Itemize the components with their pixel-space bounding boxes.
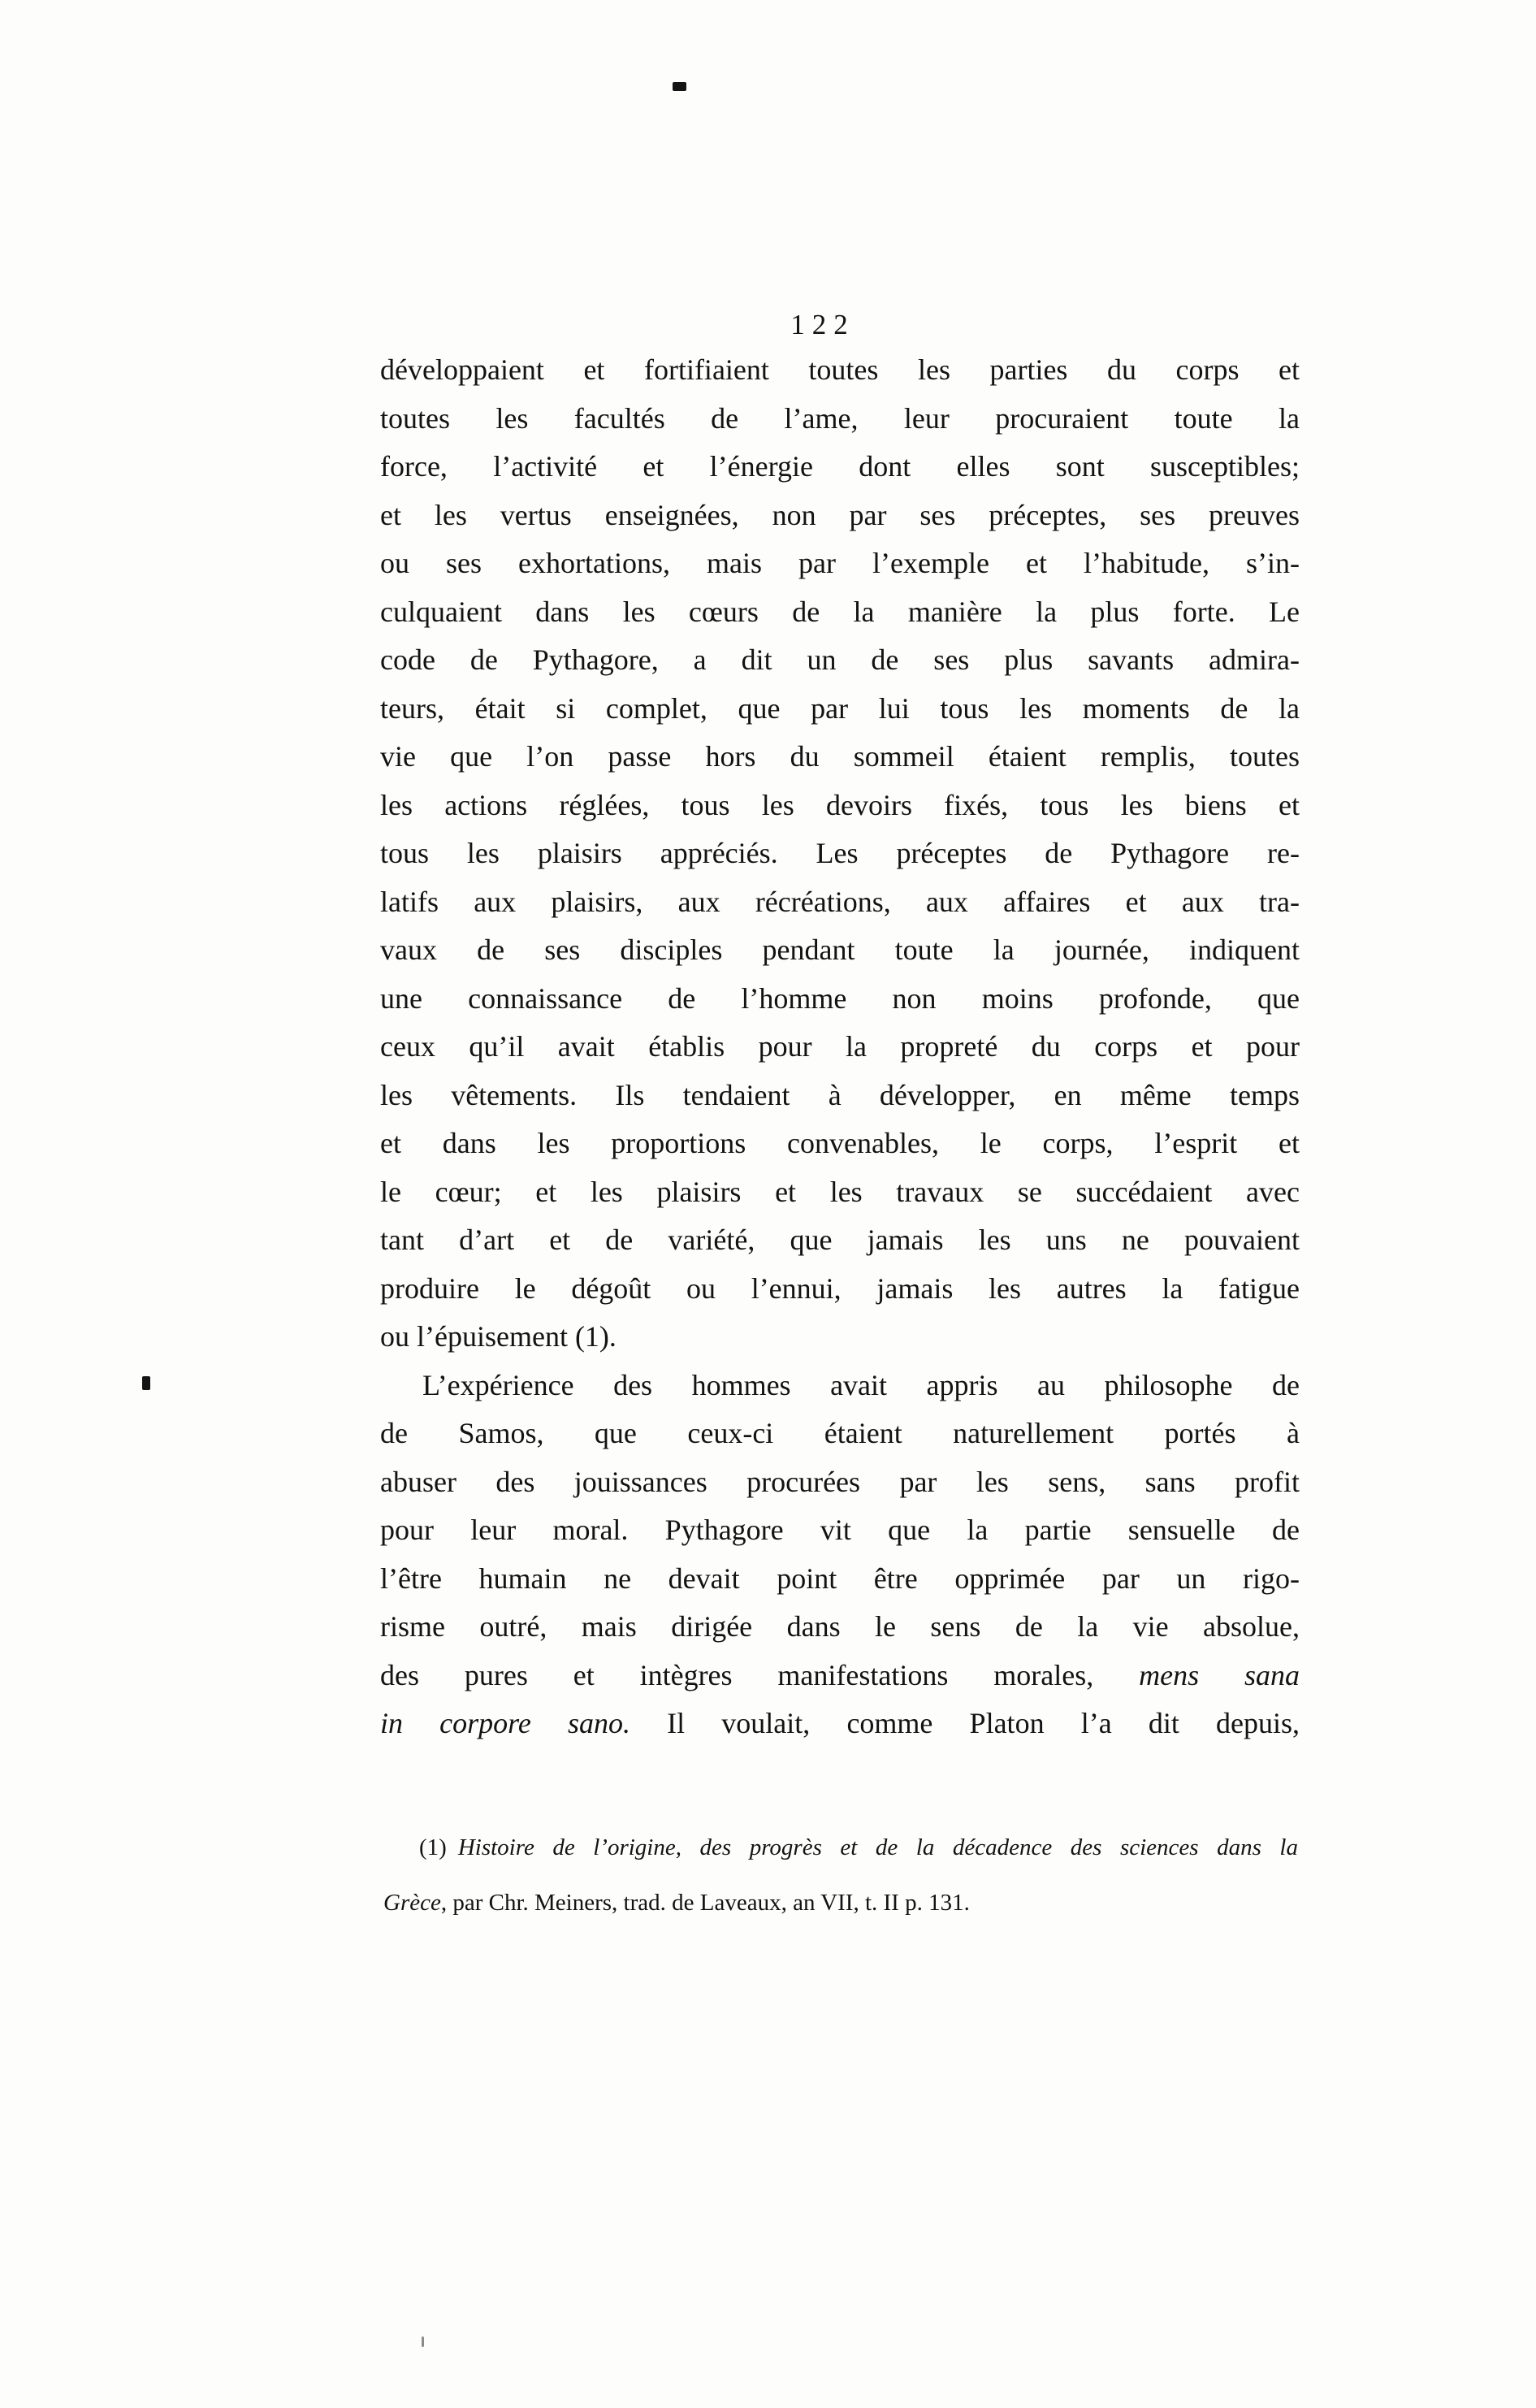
footnote-citation: , par Chr. Meiners, trad. de Laveaux, an VII, t. II p. 131. — [440, 1890, 970, 1916]
text-line: une connaissance de l’homme non moins profonde, que — [380, 981, 1300, 1015]
text-line: les actions réglées, tous les devoirs fixés, tous les biens et — [380, 788, 1300, 821]
latin-phrase: mens sana — [1139, 1658, 1300, 1691]
text-line: les vêtements. Ils tendaient à développer, en même temps — [380, 1078, 1300, 1111]
text-segment: des pures et intègres manifestations morales, — [380, 1658, 1140, 1691]
text-line: tous les plaisirs appréciés. Les préceptes de Pythagore re- — [380, 837, 1300, 869]
text-line: toutes les facultés de l’ame, leur procuraient toute la — [380, 401, 1300, 435]
footnote — [383, 1820, 1298, 1930]
text-line: développaient et fortifiaient toutes les parties du corps et — [380, 353, 1300, 386]
text-line: teurs, était si complet, que par lui tous les moments de la — [380, 691, 1300, 725]
text-line: de Samos, que ceux-ci étaient naturellement portés à — [380, 1417, 1300, 1449]
paragraph — [380, 1362, 1300, 1748]
page-number: 122 — [790, 309, 855, 340]
text-line — [380, 1652, 1300, 1700]
text-line: et les vertus enseignées, non par ses préceptes, ses preuves — [380, 498, 1300, 531]
ink-speck — [422, 2337, 424, 2347]
footnote-title: Grèce — [383, 1890, 441, 1916]
ink-speck — [673, 82, 686, 91]
text-line: l’être humain ne devait point être opprimée par un rigo- — [380, 1561, 1300, 1595]
text-line: abuser des jouissances procurées par les sens, sans profit — [380, 1465, 1300, 1498]
text-line: tant d’art et de variété, que jamais les uns ne pouvaient — [380, 1223, 1300, 1256]
text-line: force, l’activité et l’énergie dont elles sont susceptibles; — [380, 450, 1300, 483]
text-line: code de Pythagore, a dit un de ses plus savants admira- — [380, 643, 1300, 676]
text-line: risme outré, mais dirigée dans le sens de la vie absolue, — [380, 1610, 1300, 1643]
text-line: vaux de ses disciples pendant toute la journée, indiquent — [380, 933, 1300, 966]
footnote-line — [383, 1875, 1298, 1930]
ink-speck — [142, 1376, 150, 1390]
paragraph — [380, 346, 1300, 1362]
text-line: vie que l’on passe hors du sommeil étaient remplis, toutes — [380, 740, 1300, 773]
page-body — [380, 346, 1300, 1748]
footnote-line — [383, 1820, 1298, 1875]
text-line: culquaient dans les cœurs de la manière la plus forte. Le — [380, 595, 1300, 628]
text-line: L’expérience des hommes avait appris au philosophe de — [422, 1368, 1300, 1401]
text-line: produire le dégoût ou l’ennui, jamais les autres la fatigue — [380, 1271, 1300, 1305]
latin-phrase: in corpore sano. — [380, 1707, 630, 1739]
text-line: ceux qu’il avait établis pour la propreté du corps et pour — [380, 1030, 1300, 1063]
text-line: le cœur; et les plaisirs et les travaux se succédaient avec — [380, 1175, 1300, 1208]
footnote-marker: (1) — [419, 1834, 447, 1860]
text-line: pour leur moral. Pythagore vit que la partie sensuelle de — [380, 1514, 1300, 1546]
footnote-title: Histoire de l’origine, des progrès et de la décadence des sciences dans la — [457, 1834, 1298, 1860]
text-line: ou ses exhortations, mais par l’exemple et l’habitude, s’in- — [380, 547, 1300, 579]
text-line: latifs aux plaisirs, aux récréations, aux affaires et aux tra- — [380, 885, 1300, 918]
text-line: ou l’épuisement (1). — [380, 1320, 617, 1353]
text-line — [380, 1700, 1300, 1748]
text-segment: Il voulait, comme Platon l’a dit depuis, — [630, 1707, 1300, 1739]
text-line: et dans les proportions convenables, le corps, l’esprit et — [380, 1127, 1300, 1159]
